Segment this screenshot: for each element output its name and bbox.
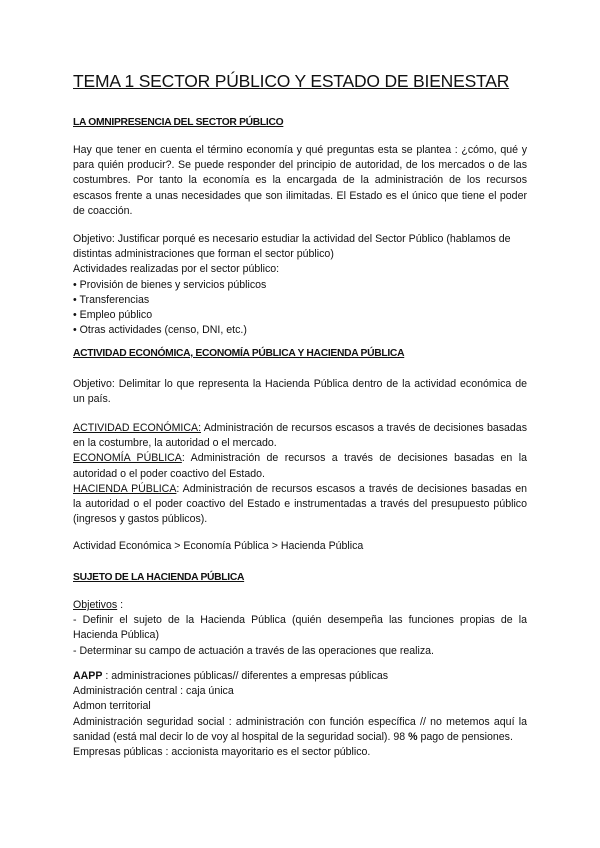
- section-heading-actividad-economica: ACTIVIDAD ECONÓMICA, ECONOMÍA PÚBLICA Y HACIENDA PÚBLICA: [73, 348, 405, 359]
- definition-term: ACTIVIDAD ECONÓMICA:: [73, 422, 202, 434]
- objectives-colon: :: [117, 599, 124, 611]
- objective-sector-publico: [73, 232, 527, 338]
- section-heading-sujeto-hacienda: SUJETO DE LA HACIENDA PÚBLICA: [73, 572, 245, 583]
- definition-text: : Administración de recursos escasos a través de decisiones basadas en la autoridad o el poder coactivo del Estado e instrumentadas a través del presupuesto público (ingresos y gastos públicos).: [73, 482, 528, 526]
- ss-text-after: pago de pensiones.: [417, 730, 513, 743]
- seguridad-social-line: [73, 715, 527, 745]
- definition-term: ECONOMÍA PÚBLICA: [73, 452, 182, 465]
- list-item: - Determinar su campo de actuación a través de las operaciones que realiza.: [73, 644, 434, 657]
- aapp-block: [73, 669, 527, 760]
- objective-text: Objetivo: Justificar porqué es necesario estudiar la actividad del Sector Público (hablamos de distintas administraciones que forman el sector público): [73, 233, 511, 261]
- paragraph-economia: Hay que tener en cuenta el término economía y qué preguntas esta se plantea : ¿cómo, qué y para quién producir?. Se puede responder del principio de autoridad, de los mercados o de las costumbres. Por tanto la economía es la encargada de la administración de los recursos escasos frente a unas necesidades que son ilimitadas. El Estado es el único que tiene el poder de coacción.: [73, 144, 527, 217]
- list-item: • Transferencias: [73, 293, 150, 306]
- activities-intro: Actividades realizadas por el sector público:: [73, 263, 280, 276]
- list-item: • Provisión de bienes y servicios públicos: [73, 278, 267, 291]
- definition-economia-publica: [73, 451, 527, 481]
- admin-territorial-line: Admon territorial: [73, 700, 151, 713]
- ss-text: Administración seguridad social : administración con función específica // no metemos aquí la sanidad (está mal decir lo de voy al hospital de la seguridad social). 98: [73, 715, 527, 743]
- empresas-publicas-line: Empresas públicas : accionista mayoritario es el sector público.: [73, 746, 371, 759]
- objectives-block: [73, 598, 527, 659]
- definition-text: Administración de recursos escasos a través de decisiones basadas en la costumbre, la autoridad o el mercado.: [73, 422, 527, 450]
- objectives-label: Objetivos: [73, 599, 118, 611]
- section-heading-omnipresencia: LA OMNIPRESENCIA DEL SECTOR PÚBLICO: [73, 117, 284, 128]
- page-title: TEMA 1 SECTOR PÚBLICO Y ESTADO DE BIENESTAR: [73, 71, 510, 91]
- list-item: • Empleo público: [73, 309, 153, 322]
- ss-percent: %: [408, 730, 418, 743]
- definition-text: : Administración de recursos a través de decisiones basadas en la autoridad o el poder coactivo del Estado.: [73, 452, 527, 480]
- definition-actividad-economica: [73, 421, 527, 451]
- hierarchy-line: Actividad Económica > Economía Pública > Hacienda Pública: [73, 540, 364, 552]
- objective-hacienda: Objetivo: Delimitar lo que representa la Hacienda Pública dentro de la actividad económica de un país.: [73, 378, 527, 406]
- list-item: - Definir el sujeto de la Hacienda Pública (quién desempeña las funciones propias de la Hacienda Pública): [73, 614, 527, 642]
- definitions-block: [73, 421, 527, 527]
- aapp-text: : administraciones públicas// diferentes a empresas públicas: [102, 670, 389, 682]
- aapp-line: [73, 669, 527, 684]
- admin-central-line: Administración central : caja única: [73, 685, 234, 698]
- aapp-label: AAPP: [73, 670, 103, 682]
- objectives-label-line: [73, 598, 527, 613]
- list-item: • Otras actividades (censo, DNI, etc.): [73, 324, 247, 337]
- definition-hacienda-publica: [73, 482, 527, 528]
- definition-term: HACIENDA PÚBLICA: [73, 482, 177, 495]
